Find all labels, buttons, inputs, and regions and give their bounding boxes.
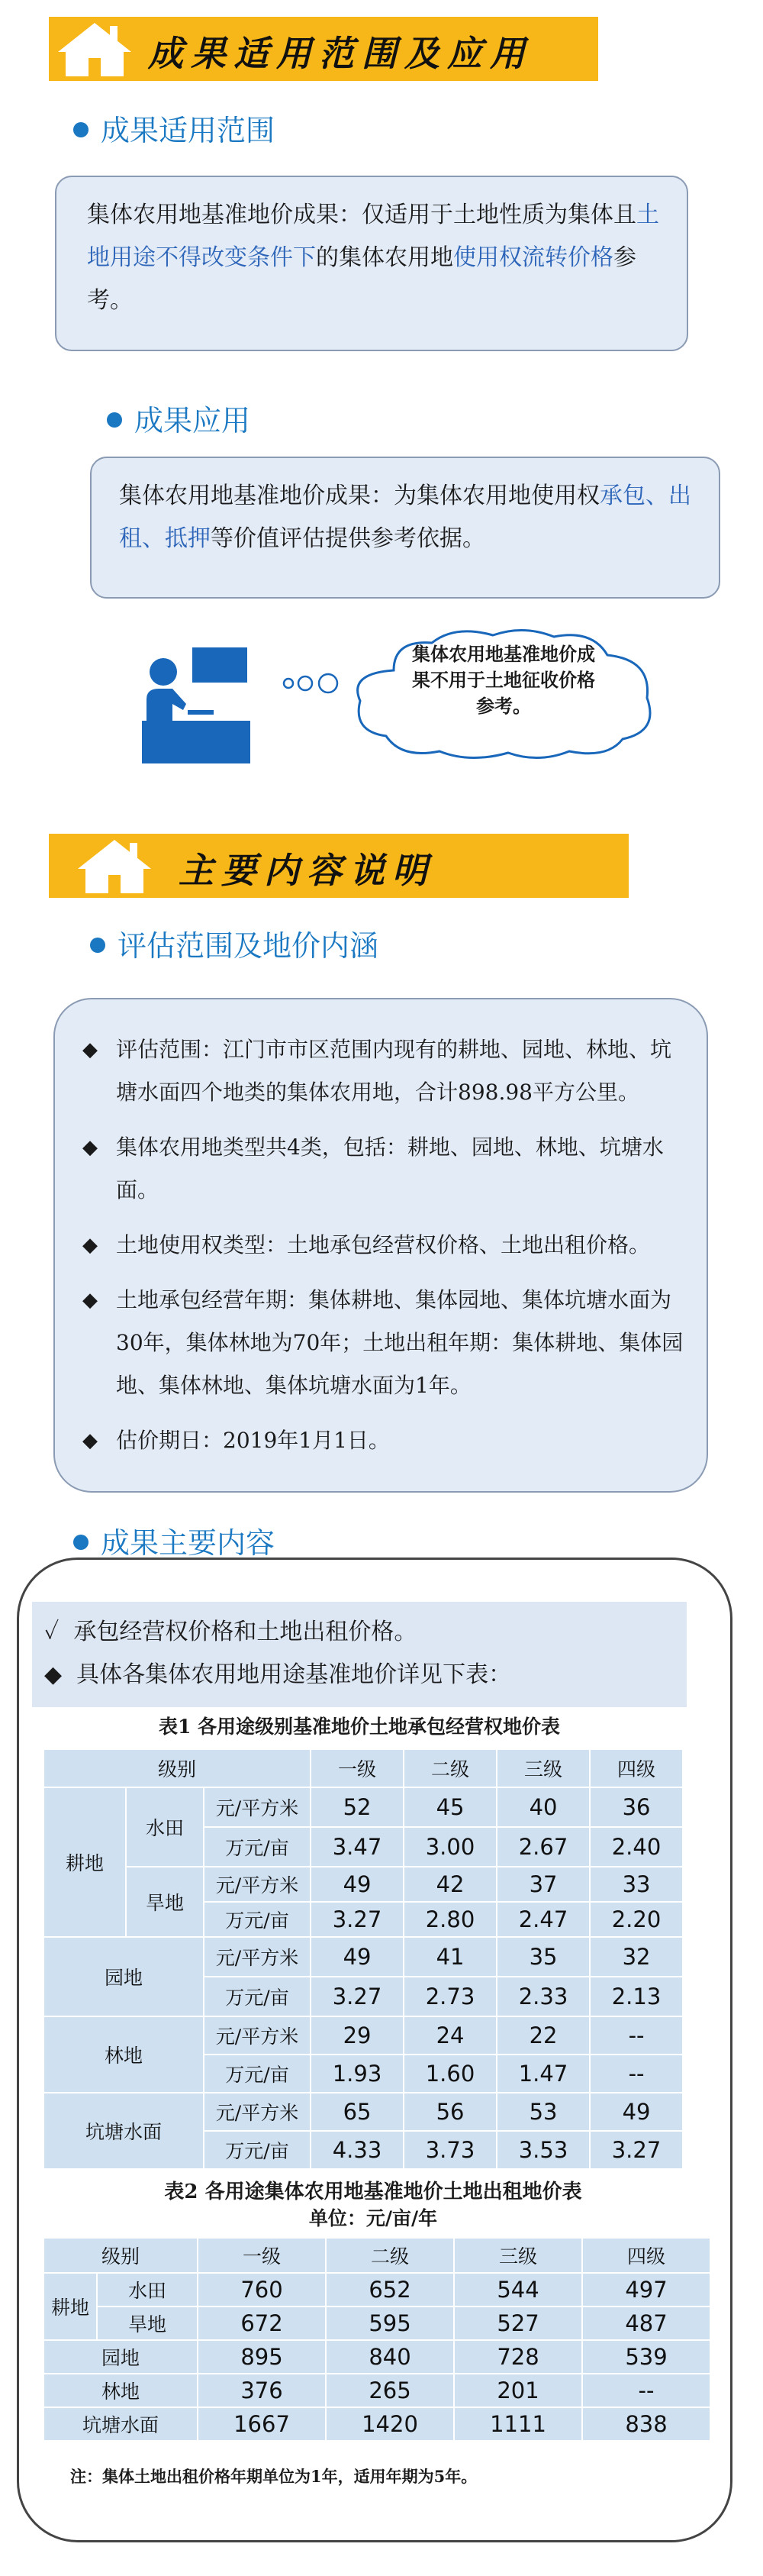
table1-cell: 3.27 bbox=[311, 1902, 404, 1937]
table1-cell: -- bbox=[590, 2055, 683, 2093]
table1-caption: 表1 各用途级别基准地价土地承包经营权地价表 bbox=[158, 1716, 561, 1738]
table1-category: 耕地 bbox=[43, 1787, 126, 1937]
application-text-box: 集体农用地基准地价成果：为集体农用地使用权承包、出租、抵押等价值评估提供参考依据。 bbox=[90, 457, 720, 599]
table1-subcategory: 水田 bbox=[126, 1787, 204, 1867]
table1-cell: 3.27 bbox=[311, 1977, 404, 2016]
bullet-dot bbox=[73, 122, 89, 137]
table2-cell: 265 bbox=[326, 2374, 454, 2407]
table2-header: 三级 bbox=[454, 2238, 582, 2273]
section-title: 成果适用范围及应用 bbox=[148, 33, 533, 74]
table2-cell: 895 bbox=[198, 2340, 326, 2374]
table1 bbox=[43, 1748, 684, 2170]
table1-cell: 2.40 bbox=[590, 1827, 683, 1867]
thought-dots bbox=[282, 672, 343, 695]
table1-unit: 万元/亩 bbox=[204, 1902, 311, 1937]
table2-row-label: 园地 bbox=[43, 2340, 198, 2374]
table1-cell: 24 bbox=[404, 2016, 497, 2055]
table2-cell: 527 bbox=[454, 2306, 582, 2340]
eval-scope-box bbox=[53, 998, 708, 1493]
table1-unit: 万元/亩 bbox=[204, 1827, 311, 1867]
table1-unit: 元/平方米 bbox=[204, 1787, 311, 1827]
table1-header: 一级 bbox=[311, 1749, 404, 1787]
table2-cell: 838 bbox=[582, 2407, 710, 2441]
table2-note: 注：集体土地出租价格年期单位为1年，适用年期为5年。 bbox=[70, 2467, 478, 2486]
table1-cell: 1.93 bbox=[311, 2055, 404, 2093]
table1-cell: 53 bbox=[497, 2093, 590, 2131]
section-banner-1 bbox=[49, 17, 598, 81]
table1-cell: 1.60 bbox=[404, 2055, 497, 2093]
table2-cell: 728 bbox=[454, 2340, 582, 2374]
table1-cell: 3.47 bbox=[311, 1827, 404, 1867]
table2-row-label: 旱地 bbox=[97, 2306, 198, 2340]
scope-heading: 成果适用范围 bbox=[73, 107, 275, 149]
eval-heading: 评估范围及地价内涵 bbox=[90, 922, 378, 964]
results-summary-box bbox=[32, 1602, 687, 1707]
table1-category: 园地 bbox=[43, 1937, 204, 2016]
table1-cell: 40 bbox=[497, 1787, 590, 1827]
table1-cell: 1.47 bbox=[497, 2055, 590, 2093]
thought-text: 集体农用地基准地价成果不用于土地征收价格参考。 bbox=[412, 643, 595, 717]
table1-cell: 42 bbox=[404, 1867, 497, 1902]
table2-cell: 1667 bbox=[198, 2407, 326, 2441]
table2-cell: 1420 bbox=[326, 2407, 454, 2441]
table1-cell: 56 bbox=[404, 2093, 497, 2131]
table1-cell: 41 bbox=[404, 1937, 497, 1977]
table1-header: 二级 bbox=[404, 1749, 497, 1787]
scope-item: ◆ 土地使用权类型：土地承包经营权价格、土地出租价格。 bbox=[82, 1232, 651, 1257]
table1-cell: 29 bbox=[311, 2016, 404, 2055]
table1-cell: 45 bbox=[404, 1787, 497, 1827]
table1-cell: 35 bbox=[497, 1937, 590, 1977]
table1-unit: 万元/亩 bbox=[204, 2131, 311, 2169]
table1-cell: 3.73 bbox=[404, 2131, 497, 2169]
section-title: 主要内容说明 bbox=[179, 850, 435, 891]
table1-cell: 2.20 bbox=[590, 1902, 683, 1937]
table1-cell: 2.80 bbox=[404, 1902, 497, 1937]
table2-cell: 840 bbox=[326, 2340, 454, 2374]
table1-unit: 万元/亩 bbox=[204, 1977, 311, 2016]
table1-category: 林地 bbox=[43, 2016, 204, 2093]
table1-cell: 3.27 bbox=[590, 2131, 683, 2169]
bullet-dot bbox=[90, 938, 105, 953]
scope-item: ◆ 土地承包经营年期：集体耕地、集体园地、集体坑塘水面为30年，集体林地为70年；土地出租年期：集体耕地、集体园地、集体林地、集体坑塘水面为1年。 bbox=[82, 1287, 684, 1398]
table1-cell: 65 bbox=[311, 2093, 404, 2131]
results-line: ✓ 承包经营权价格和土地出租价格。 bbox=[44, 1619, 417, 1645]
table1-cell: 2.47 bbox=[497, 1902, 590, 1937]
table2-row-label: 坑塘水面 bbox=[43, 2407, 198, 2441]
table1-cell: 49 bbox=[311, 1867, 404, 1902]
table1-cell: 37 bbox=[497, 1867, 590, 1902]
table1-unit: 元/平方米 bbox=[204, 2093, 311, 2131]
person-at-computer-icon bbox=[142, 647, 250, 763]
table2-header: 二级 bbox=[326, 2238, 454, 2273]
table1-cell: 4.33 bbox=[311, 2131, 404, 2169]
table2 bbox=[43, 2237, 711, 2442]
table2-header: 四级 bbox=[582, 2238, 710, 2273]
results-line: ◆ 具体各集体农用地用途基准地价详见下表： bbox=[44, 1661, 512, 1688]
table2-cell: 652 bbox=[326, 2273, 454, 2306]
table2-cell: 595 bbox=[326, 2306, 454, 2340]
table2-cell: 376 bbox=[198, 2374, 326, 2407]
scope-text-box: 集体农用地基准地价成果：仅适用于土地性质为集体且土地用途不得改变条件下的集体农用地使用权流转价格参考。 bbox=[55, 176, 688, 351]
results-heading: 成果主要内容 bbox=[73, 1519, 275, 1561]
application-heading: 成果应用 bbox=[107, 397, 250, 439]
scope-item: ◆ 估价期日：2019年1月1日。 bbox=[82, 1428, 390, 1453]
scope-item: ◆ 集体农用地类型共4类，包括：耕地、园地、林地、坑塘水面。 bbox=[82, 1135, 664, 1202]
table1-cell: -- bbox=[590, 2016, 683, 2055]
table2-header: 一级 bbox=[198, 2238, 326, 2273]
table1-category: 坑塘水面 bbox=[43, 2093, 204, 2169]
table1-unit: 元/平方米 bbox=[204, 1867, 311, 1902]
table1-cell: 2.13 bbox=[590, 1977, 683, 2016]
table1-unit: 万元/亩 bbox=[204, 2055, 311, 2093]
table2-cell: 487 bbox=[582, 2306, 710, 2340]
table2-category: 耕地 bbox=[43, 2273, 97, 2340]
table2-row-label: 林地 bbox=[43, 2374, 198, 2407]
table1-unit: 元/平方米 bbox=[204, 2016, 311, 2055]
table2-cell: 544 bbox=[454, 2273, 582, 2306]
table1-header: 三级 bbox=[497, 1749, 590, 1787]
table2-cell: -- bbox=[582, 2374, 710, 2407]
table2-cell: 201 bbox=[454, 2374, 582, 2407]
table2-cell: 672 bbox=[198, 2306, 326, 2340]
table2-cell: 539 bbox=[582, 2340, 710, 2374]
table1-cell: 3.53 bbox=[497, 2131, 590, 2169]
table1-cell: 52 bbox=[311, 1787, 404, 1827]
table1-header-level: 级别 bbox=[43, 1749, 311, 1787]
table1-cell: 3.00 bbox=[404, 1827, 497, 1867]
house-icon bbox=[55, 20, 134, 78]
table1-cell: 49 bbox=[590, 2093, 683, 2131]
table1-unit: 元/平方米 bbox=[204, 1937, 311, 1977]
table2-unit: 单位：元/亩/年 bbox=[308, 2207, 438, 2229]
table1-subcategory: 旱地 bbox=[126, 1867, 204, 1937]
table2-caption: 表2 各用途集体农用地基准地价土地出租地价表 bbox=[164, 2181, 582, 2203]
scope-item: ◆ 评估范围：江门市市区范围内现有的耕地、园地、林地、坑塘水面四个地类的集体农用地，合计898.98平方公里。 bbox=[82, 1037, 672, 1105]
table2-cell: 760 bbox=[198, 2273, 326, 2306]
table2-cell: 497 bbox=[582, 2273, 710, 2306]
table1-cell: 49 bbox=[311, 1937, 404, 1977]
bullet-dot bbox=[107, 412, 122, 428]
bullet-dot bbox=[73, 1535, 89, 1550]
table2-cell: 1111 bbox=[454, 2407, 582, 2441]
section-banner-2 bbox=[49, 834, 629, 898]
house-icon bbox=[75, 837, 154, 895]
table2-row-label: 水田 bbox=[97, 2273, 198, 2306]
table1-cell: 2.73 bbox=[404, 1977, 497, 2016]
table1-cell: 22 bbox=[497, 2016, 590, 2055]
table2-header-level: 级别 bbox=[43, 2238, 198, 2273]
table1-header: 四级 bbox=[590, 1749, 683, 1787]
table1-cell: 32 bbox=[590, 1937, 683, 1977]
table1-cell: 2.33 bbox=[497, 1977, 590, 2016]
table1-cell: 2.67 bbox=[497, 1827, 590, 1867]
table1-cell: 36 bbox=[590, 1787, 683, 1827]
table1-cell: 33 bbox=[590, 1867, 683, 1902]
